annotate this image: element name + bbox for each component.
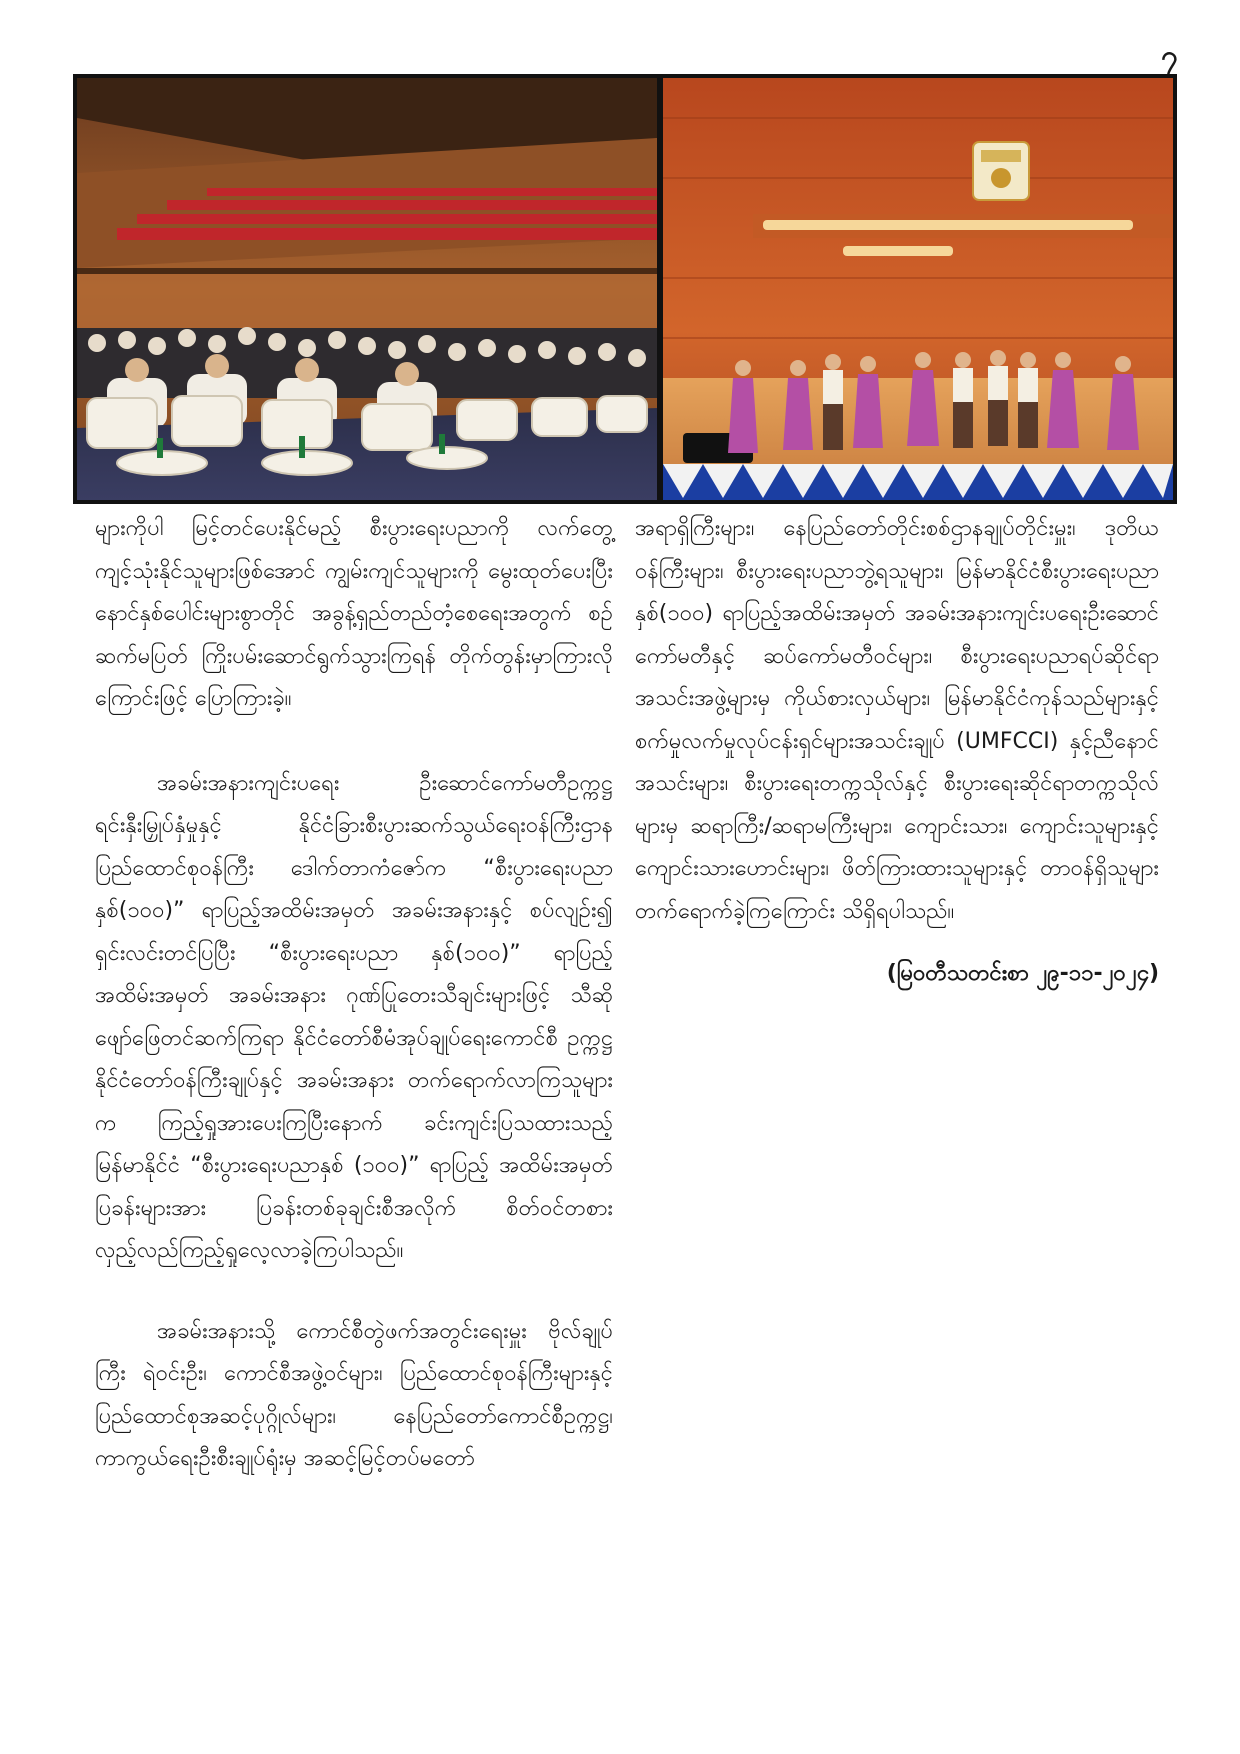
left-paragraph-1: များကိုပါ မြင့်တင်ပေးနိုင်မည့် စီးပွားရေးပညာကို လက်တွေ့ကျင့်သုံးနိုင်သူများဖြစ်အောင် ကျွမ်းကျင်သူများကို မွေးထုတ်ပေးပြီး နောင်နှစ်ပေါင်းများစွာတိုင် အခွန့်ရှည်တည်တံ့စေရေးအတွက် စဉ်ဆက်မပြတ် ကြိုးပမ်းဆောင်ရွက်သွားကြရန် တိုက်တွန်းမှာကြားလိုကြောင်းဖြင့် ပြောကြားခဲ့။ — [95, 516, 613, 711]
source-citation: (မြဝတီသတင်းစာ ၂၉-၁၁-၂၀၂၄) — [886, 961, 1159, 986]
right-text-column — [635, 508, 1159, 996]
right-paragraph-1: အရာရှိကြီးများ၊ နေပြည်တော်တိုင်းစစ်ဌာနချုပ်တိုင်းမှူး၊ ဒုတိယဝန်ကြီးများ၊ စီးပွားရေးပညာဘွဲ့ရသူများ၊ မြန်မာနိုင်ငံစီးပွားရေးပညာနှစ်(၁၀၀) ရာပြည့်အထိမ်းအမှတ် အခမ်းအနားကျင်းပရေးဦးဆောင်ကော်မတီနှင့် ဆပ်ကော်မတီဝင်များ၊ စီးပွားရေးပညာရပ်ဆိုင်ရာအသင်းအဖွဲ့များမှ ကိုယ်စားလှယ်များ၊ မြန်မာနိုင်ငံကုန်သည်များနှင့် စက်မှုလက်မှုလုပ်ငန်းရှင်များအသင်းချုပ် (UMFCCI) နှင့်ညီနောင်အသင်းများ၊ စီးပွားရေးတက္ကသိုလ်နှင့် စီးပွားရေးဆိုင်ရာတက္ကသိုလ်များမှ ဆရာကြီး/ဆရာမကြီးများ၊ ကျောင်းသား၊ ကျောင်းသူများနှင့် ကျောင်းသားဟောင်းများ၊ ဖိတ်ကြားထားသူများနှင့် တာဝန်ရှိသူများ တက်ရောက်ခဲ့ကြကြောင်း သိရှိရပါသည်။ — [635, 516, 1159, 924]
left-paragraph-3: အခမ်းအနားသို့ ကောင်စီတွဲဖက်အတွင်းရေးမှူး ဗိုလ်ချုပ်ကြီး ရဲဝင်းဦး၊ ကောင်စီအဖွဲ့ဝင်များ၊ ပြည်ထောင်စုဝန်ကြီးများနှင့် ပြည်ထောင်စုအဆင့်ပုဂ္ဂိုလ်များ၊ နေပြည်တော်ကောင်စီဥက္ကဋ္ဌ၊ ကာကွယ်ရေးဦးစီးချုပ်ရုံးမှ အဆင့်မြင့်တပ်မတော် — [95, 1318, 613, 1471]
page-number: ၇ — [1161, 39, 1178, 74]
stage-performance-photo — [663, 78, 1173, 500]
left-paragraph-2: အခမ်းအနားကျင်းပရေး ဦးဆောင်ကော်မတီဥက္ကဋ္ဌ ရင်းနှီးမြှုပ်နှံမှုနှင့် နိုင်ငံခြားစီးပွားဆက်သွယ်ရေးဝန်ကြီးဌာန ပြည်ထောင်စုဝန်ကြီး ဒေါက်တာကံဇော်က “စီးပွားရေးပညာနှစ်(၁၀၀)” ရာပြည့်အထိမ်းအမှတ် အခမ်းအနားနှင့် စပ်လျဉ်း၍ ရှင်းလင်းတင်ပြပြီး “စီးပွားရေးပညာ နှစ်(၁၀၀)” ရာပြည့် အထိမ်းအမှတ် အခမ်းအနား ဂုဏ်ပြုတေးသီချင်းများဖြင့် သီဆိုဖျော်ဖြေတင်ဆက်ကြရာ နိုင်ငံတော်စီမံအုပ်ချုပ်ရေးကောင်စီ ဥက္ကဋ္ဌ နိုင်ငံတော်ဝန်ကြီးချုပ်နှင့် အခမ်းအနား တက်ရောက်လာကြသူများက ကြည့်ရှုအားပေးကြပြီးနောက် ခင်းကျင်းပြသထားသည့် မြန်မာနိုင်ငံ “စီးပွားရေးပညာနှစ် (၁၀၀)” ရာပြည့် အထိမ်းအမှတ်ပြခန်းများအား ပြခန်းတစ်ခုချင်းစီအလိုက် စိတ်ဝင်တစား လှည့်လည်ကြည့်ရှုလေ့လာခဲ့ကြပါသည်။ — [95, 770, 613, 1263]
audience-photo — [77, 78, 657, 500]
left-text-column — [95, 508, 613, 1481]
photo-strip — [73, 74, 1177, 504]
